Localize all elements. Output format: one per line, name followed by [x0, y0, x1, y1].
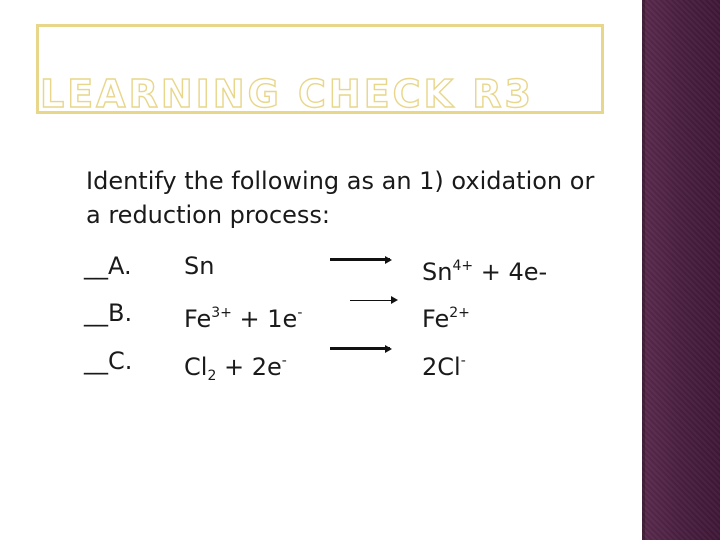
reaction-b-reactant-base: Fe — [184, 305, 212, 333]
reaction-b-reactant-electrons: + 1e — [231, 305, 298, 333]
reaction-c-reactant-subscript: 2 — [207, 368, 217, 384]
decorative-side-band — [642, 0, 720, 540]
reaction-c-reactant-electrons: + 2e — [216, 353, 282, 381]
reaction-b-product-charge: 2+ — [449, 305, 470, 321]
reaction-b-label: __B. — [84, 299, 133, 327]
reaction-b-reactant — [184, 298, 302, 334]
reaction-c-product-base: 2Cl — [422, 353, 461, 381]
reaction-c-electron-charge: - — [281, 353, 287, 369]
instruction-line-1: Identify the following as an 1) oxidation or — [86, 167, 595, 195]
reaction-c-reactant-base: Cl — [184, 353, 208, 381]
reaction-c-reactant — [184, 346, 287, 391]
reaction-c-product — [422, 346, 466, 382]
reaction-b-reactant-charge: 3+ — [211, 305, 232, 321]
reaction-b-product-base: Fe — [422, 305, 450, 333]
reaction-a-product-base: Sn — [422, 258, 453, 286]
reaction-b-arrow-icon — [350, 300, 396, 301]
reaction-a-arrow-icon — [330, 258, 390, 261]
reaction-c-arrow-icon — [330, 347, 390, 350]
reaction-a-product-charge: 4+ — [452, 258, 474, 274]
reaction-a-label: __A. — [84, 252, 132, 280]
instruction-line-2: a reduction process: — [86, 201, 330, 229]
reaction-a-product — [422, 251, 547, 287]
reaction-b-product — [422, 298, 470, 334]
reaction-c-product-charge: - — [460, 353, 466, 369]
instruction-text — [86, 164, 686, 232]
reaction-a-product-electrons: + 4e- — [473, 258, 548, 286]
reaction-a-reactant: Sn — [184, 252, 215, 280]
page-title: LEARNING CHECK R3 — [40, 72, 534, 116]
reaction-b-electron-charge: - — [297, 305, 303, 321]
reaction-c-label: __C. — [84, 347, 133, 375]
